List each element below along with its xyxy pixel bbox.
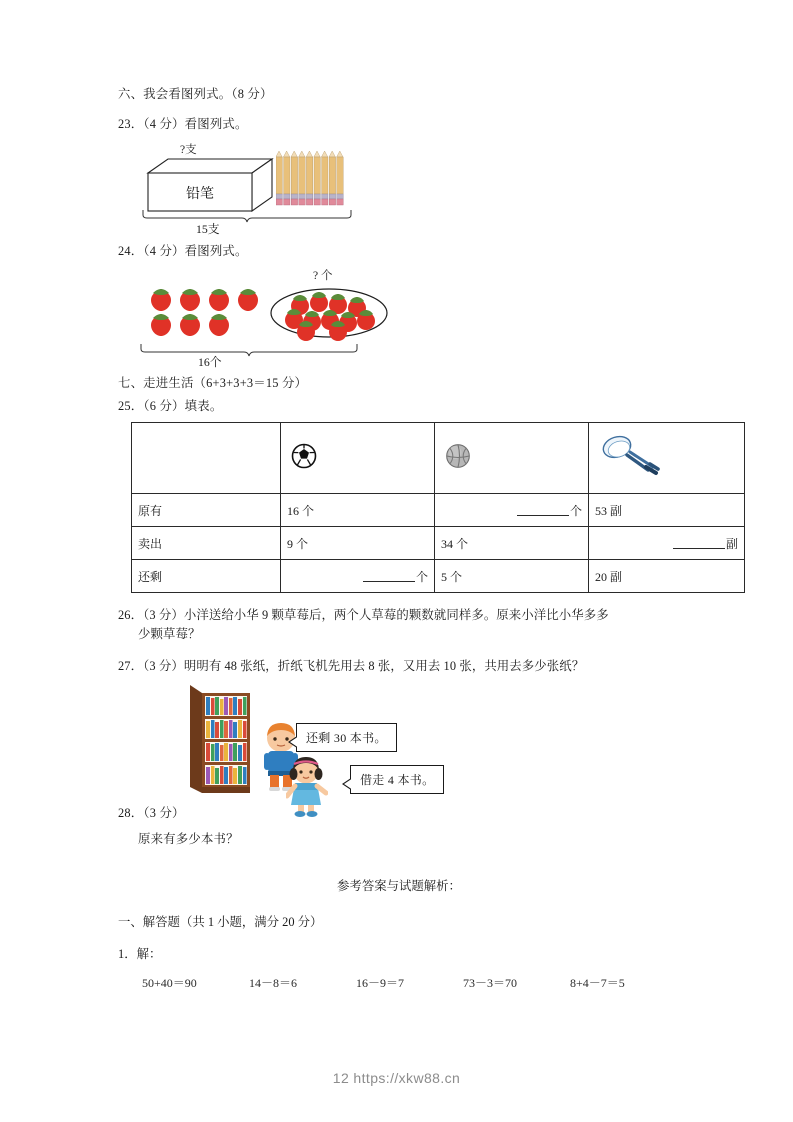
question-23-figure <box>118 141 680 243</box>
question-27 <box>118 657 680 676</box>
svg-text:铅笔: 铅笔 <box>186 186 214 202</box>
question-28-prompt: 28．（3 分） <box>118 805 185 820</box>
fill-blank[interactable] <box>363 570 415 582</box>
row-label-original: 原有 <box>132 494 281 527</box>
strawberry-total-brace <box>140 343 358 362</box>
strawberry-total-label: 16个 <box>198 355 222 370</box>
cell-original-badminton: 53 副 <box>589 494 745 527</box>
question-27-line1: 27．（3 分）明明有 48 张纸，折纸飞机先用去 8 张，又用去 10 张，共用去多少张纸？ <box>118 659 585 674</box>
pencil-bundle-illustration <box>276 149 346 216</box>
question-23-prompt: 23．（4 分）看图列式。 <box>118 117 248 132</box>
equation-3: 16－9＝7 <box>356 975 405 990</box>
question-28-figure <box>118 681 680 803</box>
cell-sold-basketball: 34 个 <box>435 527 589 560</box>
answers-heading: 参考答案与试题解析： <box>337 878 461 893</box>
soccer-ball-header-cell <box>281 423 435 494</box>
cell-remaining-basketball: 5 个 <box>435 560 589 593</box>
question-24-prompt: 24．（4 分）看图列式。 <box>118 243 248 258</box>
plate-question-label: ? 个 <box>313 270 333 283</box>
question-25-prompt: 25．（6 分）填表。 <box>118 398 223 413</box>
row-label-sold: 卖出 <box>132 527 281 560</box>
answer-equations-row <box>118 974 680 991</box>
cell-sold-badminton[interactable]: 副 <box>589 527 745 560</box>
cell-remaining-badminton: 20 副 <box>589 560 745 593</box>
basketball-header-cell <box>435 423 589 494</box>
question-26-line2: 少颗草莓？ <box>138 627 201 642</box>
table-row <box>132 527 745 560</box>
cell-original-basketball[interactable]: 个 <box>435 494 589 527</box>
fill-blank[interactable] <box>517 504 569 516</box>
table-header-row <box>132 423 745 494</box>
badminton-header-cell <box>589 423 745 494</box>
equation-5: 8+4－7＝5 <box>570 975 625 990</box>
speech-bubble-girl: 借走 4 本书。 <box>350 765 444 794</box>
bookshelf-illustration <box>190 683 256 800</box>
row-label-remaining: 还剩 <box>132 560 281 593</box>
loose-strawberries-group <box>148 285 260 342</box>
basketball-icon <box>445 458 471 472</box>
sports-equipment-table <box>131 422 745 593</box>
question-24-figure <box>118 267 680 375</box>
answers-section-label: 一、解答题（共 1 小题，满分 20 分） <box>118 914 323 929</box>
question-26 <box>118 606 680 644</box>
table-row <box>132 494 745 527</box>
table-row <box>132 560 745 593</box>
fill-blank[interactable] <box>673 537 725 549</box>
equation-2: 14－8＝6 <box>249 975 298 990</box>
table-corner-cell <box>132 423 281 494</box>
speech-bubble-boy: 还剩 30 本书。 <box>296 723 397 752</box>
section-seven-heading: 七、走进生活（6+3+3+3＝15 分） <box>118 376 308 391</box>
page-content <box>118 87 738 991</box>
girl-character-illustration <box>286 755 328 822</box>
pencil-total-brace <box>142 209 352 228</box>
cell-remaining-soccer[interactable]: 个 <box>281 560 435 593</box>
question-28-question: 原来有多少本书？ <box>138 832 239 847</box>
question-26-line1: 26．（3 分）小洋送给小华 9 颗草莓后，两个人草莓的颗数就同样多。原来小洋比小华多多 <box>118 608 609 623</box>
equation-4: 73－3＝70 <box>463 975 518 990</box>
strawberry-plate-illustration <box>268 281 390 346</box>
pencil-question-label: ?支 <box>180 143 197 156</box>
soccer-ball-icon <box>291 458 317 472</box>
badminton-racket-icon <box>599 467 661 481</box>
pencil-total-label: 15支 <box>196 221 220 236</box>
cell-original-soccer: 16 个 <box>281 494 435 527</box>
page-footer: 12 https://xkw88.cn <box>332 1070 461 1086</box>
cell-sold-soccer: 9 个 <box>281 527 435 560</box>
answer-item-number: 1．解： <box>118 946 162 961</box>
section-six-heading: 六、我会看图列式。（8 分） <box>118 87 273 101</box>
equation-1: 50+40＝90 <box>142 975 197 990</box>
